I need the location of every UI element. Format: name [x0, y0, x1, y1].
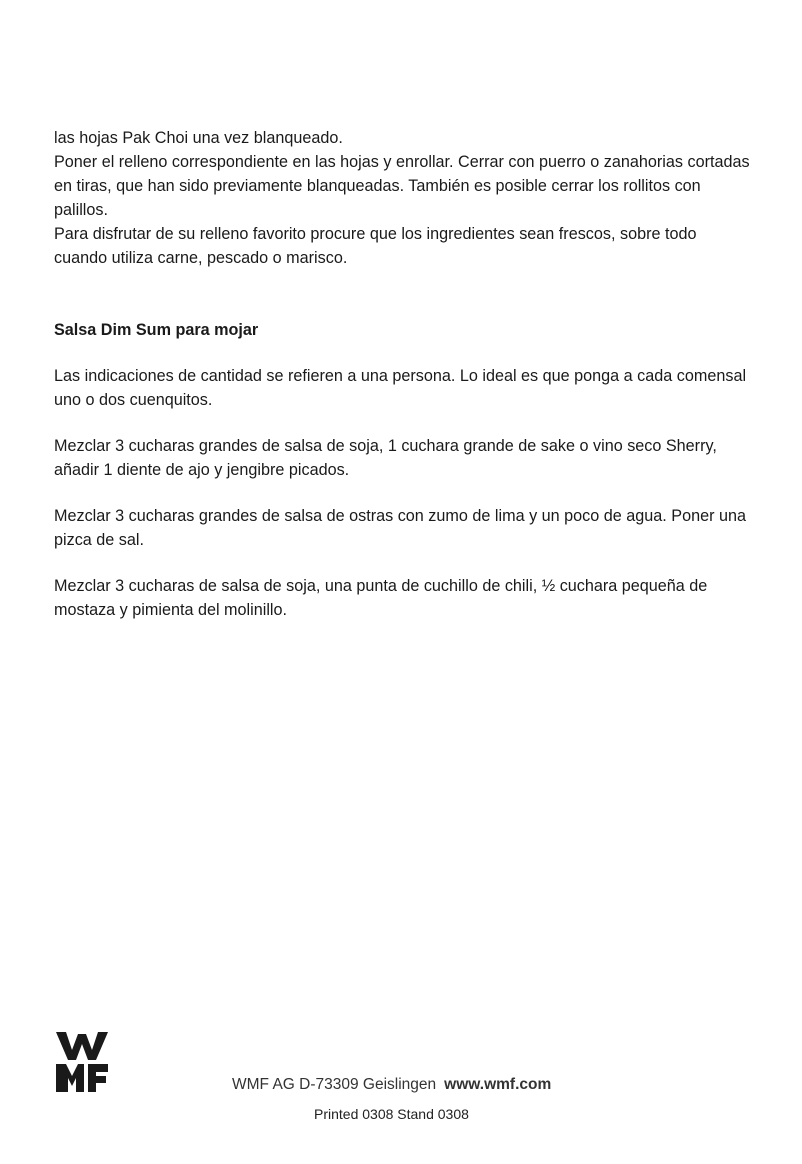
- company-url: www.wmf.com: [444, 1076, 552, 1093]
- recipe-soy-sauce: Mezclar 3 cucharas grandes de salsa de soja, 1 cuchara grande de sake o vino seco Sherry, añadir 1 diente de ajo y jengibre picados.: [54, 437, 717, 479]
- recipe-mustard: Mezclar 3 cucharas de salsa de soja, una punta de cuchillo de chili, ½ cuchara pequeña de mostaza y pimienta del molinillo.: [54, 577, 708, 619]
- section-heading: Salsa Dim Sum para mojar: [54, 321, 259, 339]
- paragraph-continuation: las hojas Pak Choi una vez blanqueado.: [54, 129, 343, 147]
- paragraph-freshness: Para disfrutar de su relleno favorito procure que los ingredientes sean frescos, sobre todo cuando utiliza carne, pescado o marisco.: [54, 225, 697, 267]
- paragraph-filling: Poner el relleno correspondiente en las hojas y enrollar. Cerrar con puerro o zanahorias cortadas en tiras, que han sido previamente blanqueadas. También es posible cerrar los rollitos con palillos.: [54, 153, 750, 219]
- recipe-oyster-sauce: Mezclar 3 cucharas grandes de salsa de ostras con zumo de lima y un poco de agua. Poner una pizca de sal.: [54, 507, 746, 549]
- print-stamp: Printed 0308 Stand 0308: [314, 1106, 469, 1122]
- company-address: [232, 1076, 551, 1094]
- wmf-logo-icon: [54, 1030, 110, 1094]
- company-name: WMF AG D-73309 Geislingen: [232, 1076, 437, 1093]
- document-body: [54, 126, 754, 622]
- section-intro: Las indicaciones de cantidad se refieren a una persona. Lo ideal es que ponga a cada comensal uno o dos cuenquitos.: [54, 367, 747, 409]
